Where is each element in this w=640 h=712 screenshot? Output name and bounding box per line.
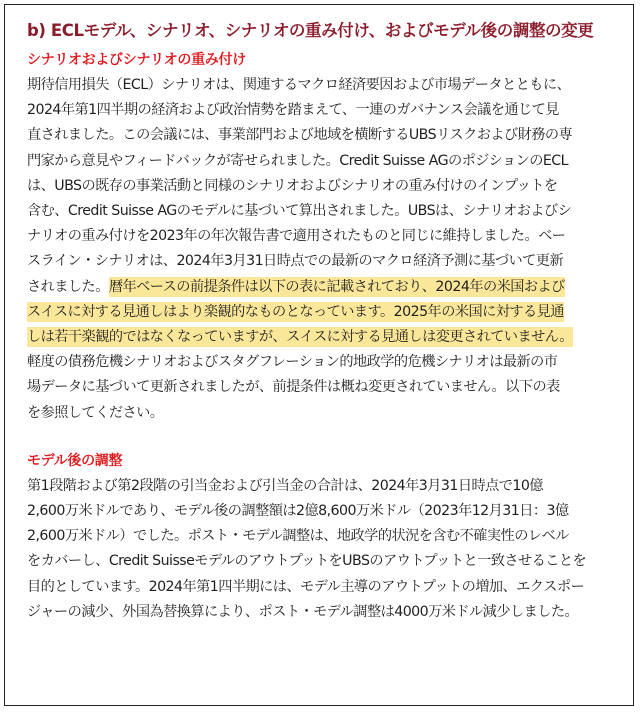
text-line: 門家から意見やフィードバックが寄せられました。Credit Suisse AGのポジションのECL xyxy=(27,152,568,169)
text-segment: されました。 xyxy=(27,278,109,295)
text-line-mixed xyxy=(27,275,621,300)
paragraph-scenarios xyxy=(27,73,621,426)
text-line: ジャーの減少、外国為替換算により、ポスト・モデル調整は4000万米ドル減少しました。 xyxy=(27,603,579,620)
text-line: スライン・シナリオは、2024年3月31日時点での最新のマクロ経済予測に基づいて更新 xyxy=(27,253,564,270)
text-line: 2,600万米ドル）でした。ポスト・モデル調整は、地政学的状況を含む不確実性のレベル xyxy=(27,528,569,545)
text-line: は、UBSの既存の事業活動と同様のシナリオおよびシナリオの重み付けのインプットを xyxy=(27,177,558,194)
text-line: 第1段階および第2段階の引当金および引当金の合計は、2024年3月31日時点で10億 xyxy=(27,477,544,494)
document-content xyxy=(27,19,621,625)
highlighted-text: しは若干楽観的ではなくなっていますが、スイスに対する見通しは変更されていません。 xyxy=(27,329,573,346)
text-line: 2024年第1四半期の経済および政治情勢を踏まえて、一連のガバナンス会議を通じて見 xyxy=(27,102,559,119)
section-spacer xyxy=(27,426,621,450)
section-heading-scenarios: シナリオおよびシナリオの重み付け xyxy=(27,52,246,68)
text-line: 期待信用損失（ECL）シナリオは、関連するマクロ経済要因および市場データとともに、 xyxy=(27,77,571,93)
text-line: を参照してください。 xyxy=(27,404,164,421)
text-line: ナリオの重み付けを2023年の年次報告書で適用されたものと同じに維持しました。ベー xyxy=(27,228,566,245)
paragraph-post-model xyxy=(27,474,621,625)
text-line: 場データに基づいて更新されましたが、前提条件は概ね変更されていません。以下の表 xyxy=(27,379,560,396)
text-line: 直されました。この会議には、事業部門および地域を横断するUBSリスクおよび財務の専 xyxy=(27,127,573,144)
text-line: 含む、Credit Suisse AGのモデルに基づいて算出されました。UBSは、シナリオおよびシ xyxy=(27,203,572,220)
highlighted-text: スイスに対する見通しはより楽観的なものとなっています。2025年の米国に対する見通 xyxy=(27,303,564,320)
highlighted-text: 暦年ベースの前提条件は以下の表に記載されており、2024年の米国および xyxy=(108,278,565,295)
text-line: 2,600万米ドルであり、モデル後の調整額は2億8,600万米ドル（2023年12月31日：3億 xyxy=(27,503,569,520)
text-line-highlighted xyxy=(27,325,621,350)
page-title: b) ECLモデル、シナリオ、シナリオの重み付け、およびモデル後の調整の変更 xyxy=(27,21,594,40)
text-line: をカバーし、Credit SuisseモデルのアウトプットをUBSのアウトプットと一致させることを xyxy=(27,553,587,570)
text-line-highlighted xyxy=(27,300,621,325)
document-frame xyxy=(4,4,634,706)
text-line: 軽度の債務危機シナリオおよびスタグフレーション的地政学的危機シナリオは最新の市 xyxy=(27,354,558,371)
section-heading-post-model: モデル後の調整 xyxy=(27,452,123,469)
text-line: 目的としています。2024年第1四半期には、モデル主導のアウトプットの増加、エクスポー xyxy=(27,578,585,595)
